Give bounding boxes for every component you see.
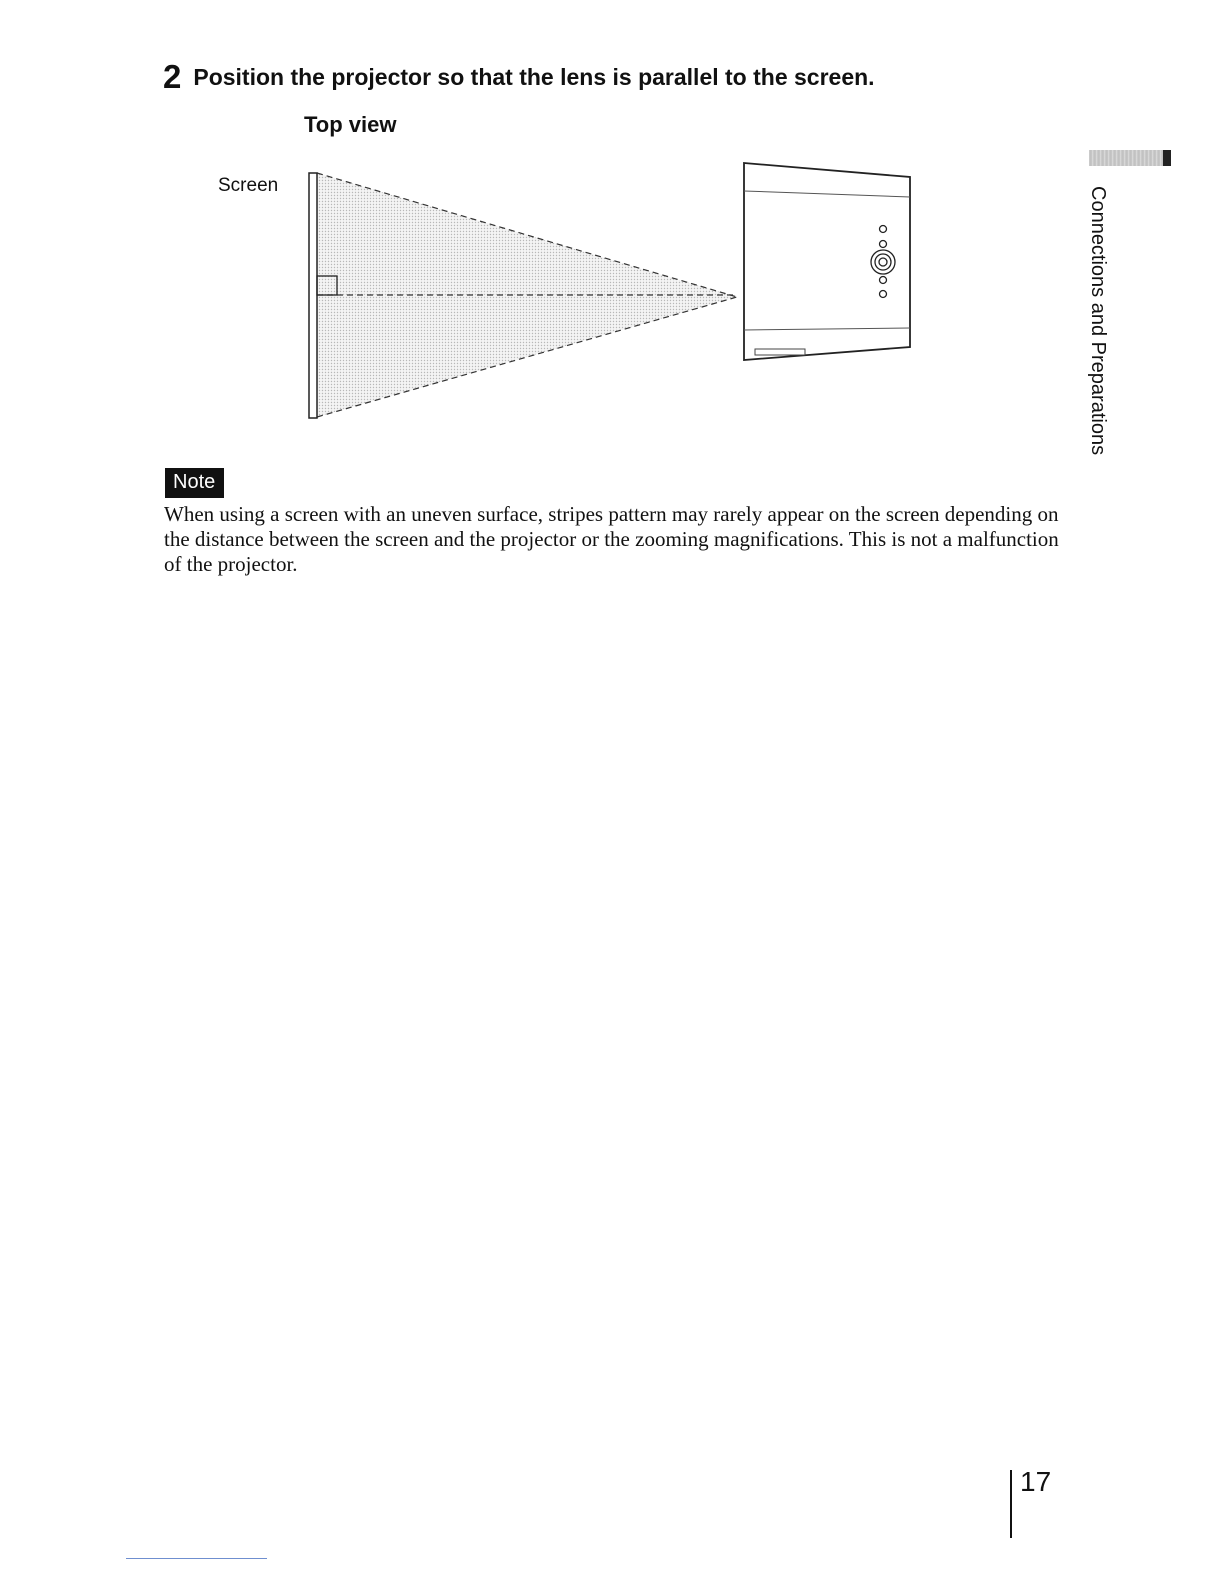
note-badge: Note xyxy=(165,468,224,498)
screen-label: Screen xyxy=(218,175,279,196)
section-tab-marker xyxy=(1089,150,1171,166)
page-number: 17 xyxy=(1020,1466,1052,1497)
figure-subtitle: Top view xyxy=(304,112,397,137)
screen-surface xyxy=(309,173,317,418)
step-number: 2 xyxy=(163,58,182,95)
note-text: When using a screen with an uneven surface, stripes pattern may rarely appear on the screen depending on the distance between the screen and the projector or the zooming magnifications. This is not a malfunction of the projector. xyxy=(164,502,1059,576)
footer-line xyxy=(126,1558,267,1559)
step-instruction xyxy=(163,58,875,96)
page-number-rule xyxy=(1010,1470,1012,1538)
projector-body xyxy=(744,163,910,360)
step-text: Position the projector so that the lens is parallel to the screen. xyxy=(193,64,875,90)
section-title: Connections and Preparations xyxy=(1087,186,1109,456)
projector-top-view-diagram xyxy=(300,155,920,430)
